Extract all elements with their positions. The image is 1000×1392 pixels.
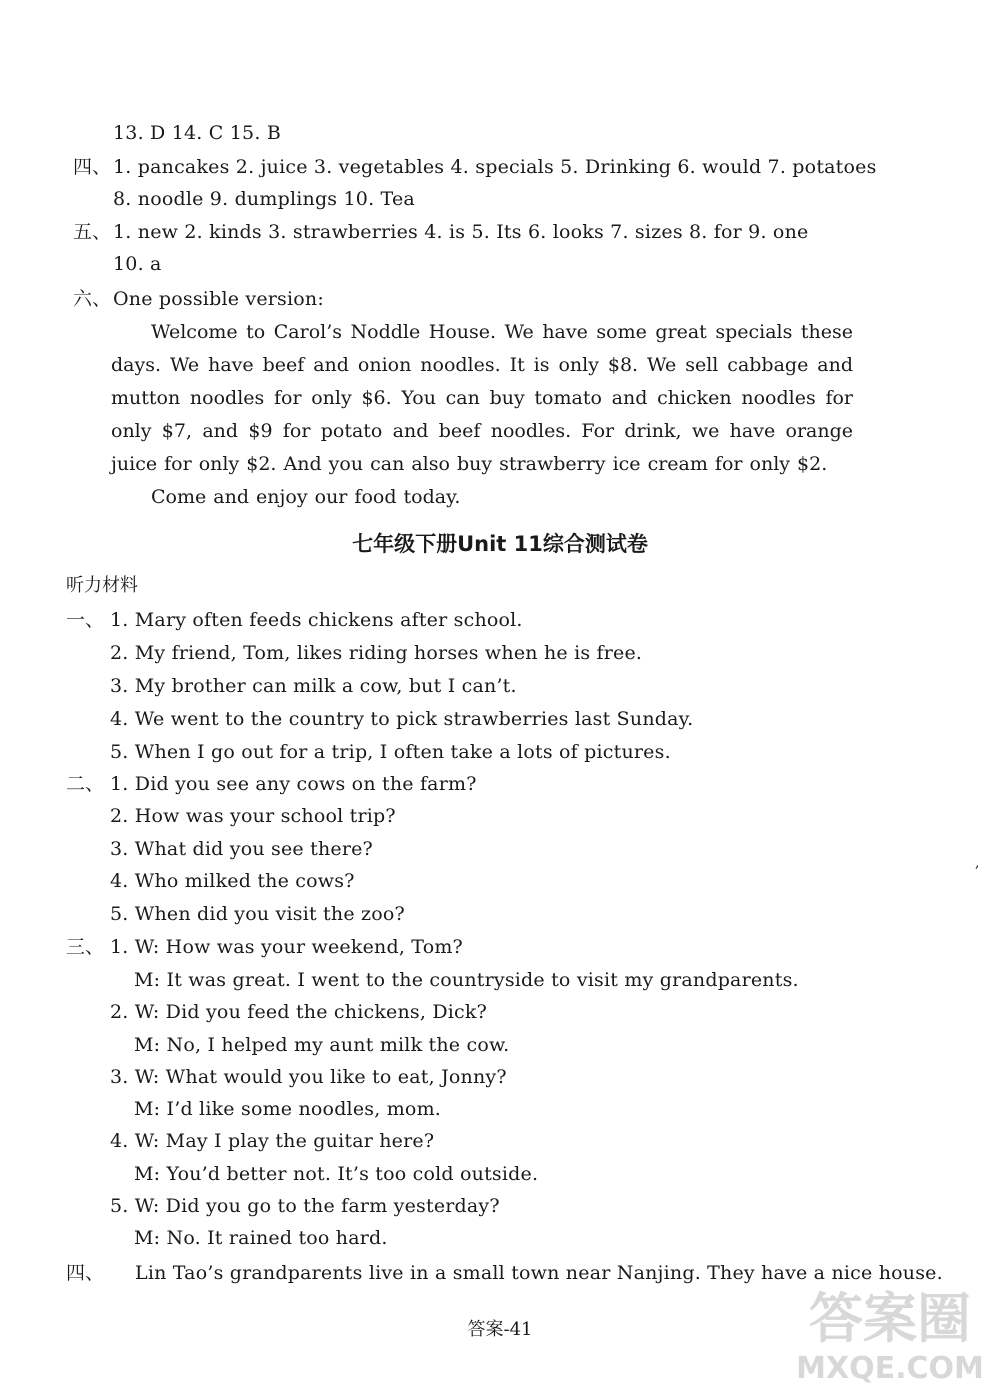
dialogue-man-line: M: It was great. I went to the countryside to visit my grandparents.: [134, 969, 799, 991]
listening-heading: 听力材料: [66, 575, 138, 596]
essay-paragraph-1: Welcome to Carol’s Noddle House. We have some great specials these days. We have beef and onion noodles. It is only $8. We sell cabbage and mutton noodles for only $6. You can buy tomato and chicken noodles for only $7, and $9 for potato and beef noodles. For drink, we have orange juice for only $2. And you can also buy strawberry ice cream for only $2.: [111, 321, 853, 475]
watermark-line-2: MXQE.COM: [796, 1351, 984, 1386]
section-4-marker: 四、: [73, 156, 112, 178]
dialogue-woman-line: 1. W: How was your weekend, Tom?: [110, 936, 463, 958]
section-6-heading: One possible version:: [113, 288, 324, 310]
test-title: 七年级下册Unit 11综合测试卷: [352, 532, 648, 556]
part-1-marker: 一、: [66, 609, 105, 631]
section-6-marker: 六、: [73, 288, 112, 310]
answers-13-15: 13. D 14. C 15. B: [113, 122, 281, 144]
dialogue-man-line: M: You’d better not. It’s too cold outside.: [134, 1163, 539, 1185]
part-2-item: 3. What did you see there?: [110, 838, 373, 860]
part-1-item: 3. My brother can milk a cow, but I can’t.: [110, 675, 517, 697]
part-2-marker: 二、: [66, 773, 105, 795]
watermark-logo: [795, 1282, 985, 1387]
part-1-item: 4. We went to the country to pick strawberries last Sunday.: [110, 708, 694, 730]
model-essay: [111, 316, 853, 514]
dialogue-woman-line: 5. W: Did you go to the farm yesterday?: [110, 1195, 500, 1217]
dialogue-man-line: M: No. It rained too hard.: [134, 1227, 388, 1249]
part-2-item: 1. Did you see any cows on the farm?: [110, 773, 477, 795]
section-4-line-1: 1. pancakes 2. juice 3. vegetables 4. specials 5. Drinking 6. would 7. potatoes: [113, 156, 877, 178]
dialogue-man-line: M: No, I helped my aunt milk the cow.: [134, 1034, 510, 1056]
stray-mark: ,: [975, 855, 980, 871]
part-1-item: 1. Mary often feeds chickens after school.: [110, 609, 523, 631]
essay-paragraph-2: Come and enjoy our food today.: [151, 486, 461, 508]
page-number: 答案-41: [467, 1319, 533, 1340]
section-5-line-2: 10. a: [113, 253, 162, 275]
part-2-item: 5. When did you visit the zoo?: [110, 903, 405, 925]
dialogue-woman-line: 3. W: What would you like to eat, Jonny?: [110, 1066, 507, 1088]
part-2-item: 4. Who milked the cows?: [110, 870, 355, 892]
section-5-line-1: 1. new 2. kinds 3. strawberries 4. is 5. Its 6. looks 7. sizes 8. for 9. one: [113, 221, 809, 243]
part-2-item: 2. How was your school trip?: [110, 805, 396, 827]
part-4-text: Lin Tao’s grandparents live in a small town near Nanjing. They have a nice house.: [135, 1262, 943, 1284]
section-4-line-2: 8. noodle 9. dumplings 10. Tea: [113, 188, 415, 210]
dialogue-man-line: M: I’d like some noodles, mom.: [134, 1098, 442, 1120]
dialogue-woman-line: 4. W: May I play the guitar here?: [110, 1130, 435, 1152]
watermark-line-1: 答案圈: [809, 1287, 971, 1350]
part-1-item: 5. When I go out for a trip, I often take a lots of pictures.: [110, 741, 671, 763]
part-4-marker: 四、: [66, 1262, 105, 1284]
part-1-item: 2. My friend, Tom, likes riding horses when he is free.: [110, 642, 643, 664]
section-5-marker: 五、: [73, 221, 112, 243]
part-3-marker: 三、: [66, 936, 105, 958]
dialogue-woman-line: 2. W: Did you feed the chickens, Dick?: [110, 1001, 487, 1023]
